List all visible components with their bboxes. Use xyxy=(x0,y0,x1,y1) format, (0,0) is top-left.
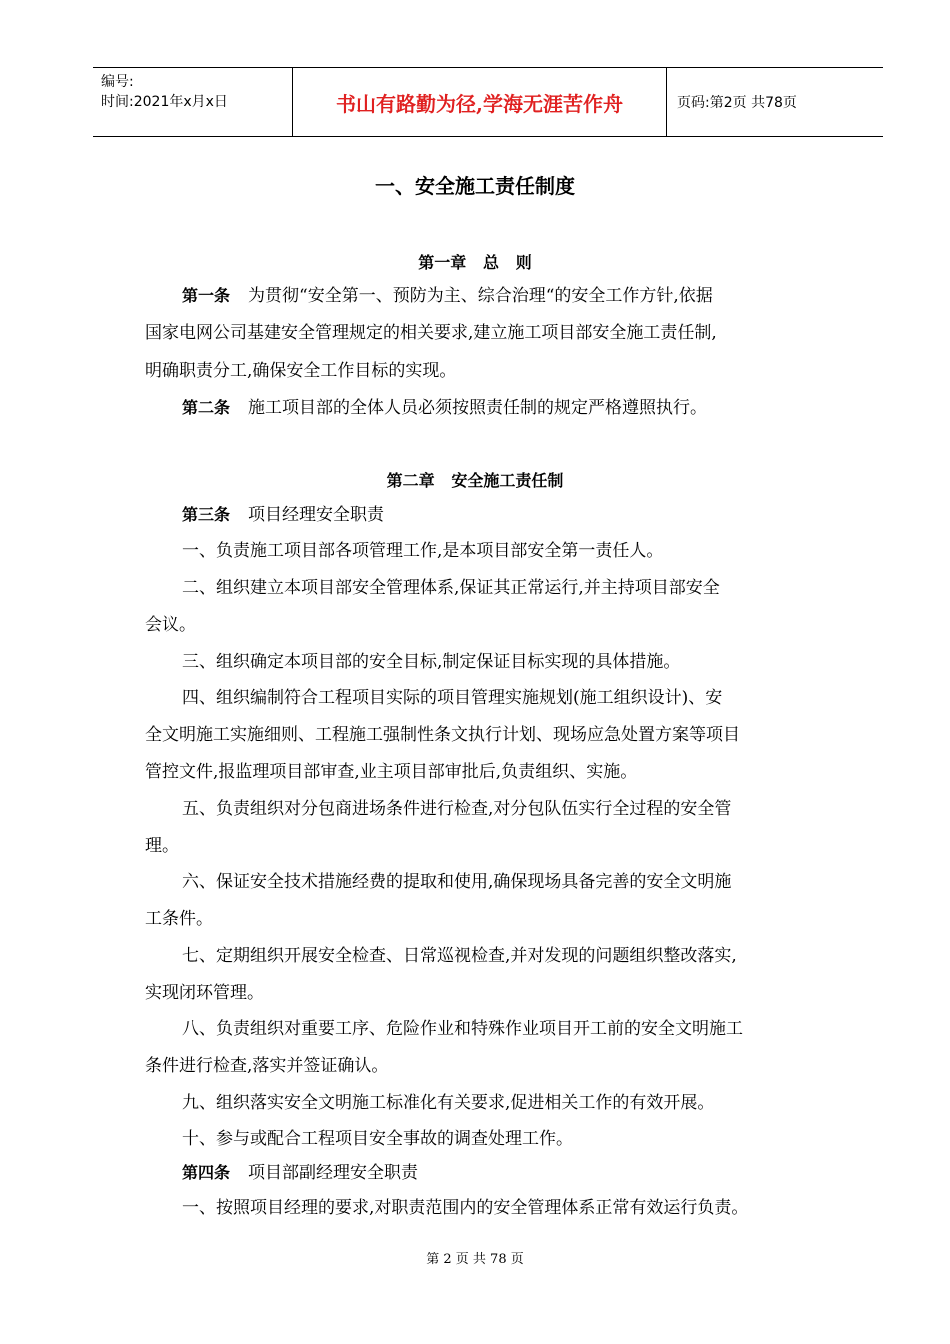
article-1-text-1: 为贯彻“安全第一、预防为主、综合治理“的安全工作方针,依据 xyxy=(248,286,713,306)
article-3-item-1: 一、负责施工项目部各项管理工作,是本项目部安全第一责任人。 xyxy=(182,541,664,561)
article-3-label: 第三条 xyxy=(182,505,231,524)
article-2-line xyxy=(182,396,707,420)
article-3-item-5: 五、负责组织对分包商进场条件进行检查,对分包队伍实行全过程的安全管 xyxy=(182,799,732,819)
article-4-title: 项目部副经理安全职责 xyxy=(248,1163,419,1183)
article-4-item-1: 一、按照项目经理的要求,对职责范围内的安全管理体系正常有效运行负责。 xyxy=(182,1198,749,1218)
article-3-heading xyxy=(182,503,384,527)
article-3-item-10: 十、参与或配合工程项目安全事故的调查处理工作。 xyxy=(182,1129,573,1149)
document-title: 一、安全施工责任制度 xyxy=(375,174,575,198)
chapter-1-heading: 第一章 总 则 xyxy=(418,253,532,272)
header-page-info: 页码:第2页 共78页 xyxy=(677,95,797,111)
article-3-item-8-cont: 条件进行检查,落实并签证确认。 xyxy=(145,1056,389,1076)
chapter-2-heading: 第二章 安全施工责任制 xyxy=(386,471,564,490)
article-3-item-2: 二、组织建立本项目部安全管理体系,保证其正常运行,并主持项目部安全 xyxy=(182,578,720,598)
article-3-item-8: 八、负责组织对重要工序、危险作业和特殊作业项目开工前的安全文明施工 xyxy=(182,1019,743,1039)
article-2-text: 施工项目部的全体人员必须按照责任制的规定严格遵照执行。 xyxy=(248,398,708,418)
page-header xyxy=(93,67,883,137)
article-2-label: 第二条 xyxy=(182,398,231,417)
article-3-item-4-cont-2: 管控文件,报监理项目部审查,业主项目部审批后,负责组织、实施。 xyxy=(145,762,638,782)
article-3-item-6: 六、保证安全技术措施经费的提取和使用,确保现场具备完善的安全文明施 xyxy=(182,872,732,892)
article-3-item-4: 四、组织编制符合工程项目实际的项目管理实施规划(施工组织设计)、安 xyxy=(182,688,723,708)
document-number-label: 编号: xyxy=(101,74,134,90)
article-3-item-3: 三、组织确定本项目部的安全目标,制定保证目标实现的具体措施。 xyxy=(182,652,681,672)
article-4-heading xyxy=(182,1161,418,1185)
article-3-item-7-cont: 实现闭环管理。 xyxy=(145,983,264,1003)
article-1-line-2: 国家电网公司基建安全管理规定的相关要求,建立施工项目部安全施工责任制, xyxy=(145,323,717,343)
header-motto: 书山有路勤为径,学海无涯苦作舟 xyxy=(293,68,667,136)
article-3-item-6-cont: 工条件。 xyxy=(145,909,213,929)
header-meta xyxy=(93,68,293,136)
article-1-label: 第一条 xyxy=(182,286,231,305)
article-3-item-7: 七、定期组织开展安全检查、日常巡视检查,并对发现的问题组织整改落实, xyxy=(182,946,737,966)
article-1-line-3: 明确职责分工,确保安全工作目标的实现。 xyxy=(145,361,457,381)
article-3-title: 项目经理安全职责 xyxy=(248,505,385,525)
article-3-item-4-cont-1: 全文明施工实施细则、工程施工强制性条文执行计划、现场应急处置方案等项目 xyxy=(145,725,740,745)
article-4-label: 第四条 xyxy=(182,1163,231,1182)
document-time-label: 时间:2021年x月x日 xyxy=(101,94,228,110)
page-footer: 第 2 页 共 78 页 xyxy=(426,1252,524,1267)
article-3-item-9: 九、组织落实安全文明施工标准化有关要求,促进相关工作的有效开展。 xyxy=(182,1093,715,1113)
article-3-item-2-cont: 会议。 xyxy=(145,615,196,635)
article-3-item-5-cont: 理。 xyxy=(145,836,179,856)
article-1-line-1 xyxy=(182,284,713,308)
